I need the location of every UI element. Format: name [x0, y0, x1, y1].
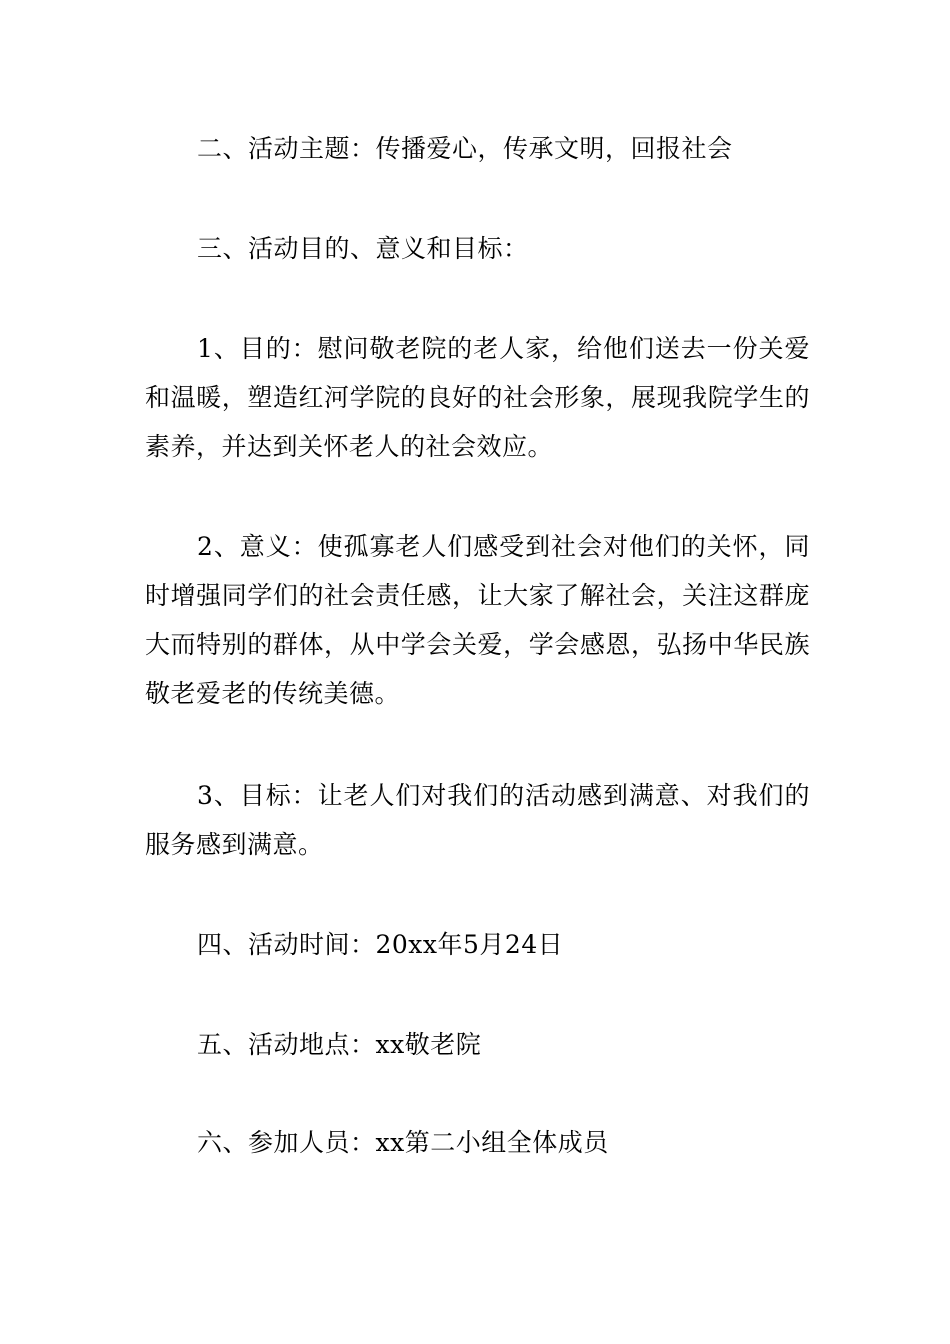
- section-theme: 二、活动主题：传播爱心，传承文明，回报社会: [197, 134, 733, 163]
- paragraph-goal: 3、目标：让老人们对我们的活动感到满意、对我们的服务感到满意。: [145, 781, 810, 859]
- section-participants: 六、参加人员：xx第二小组全体成员: [197, 1128, 609, 1157]
- section-purpose-heading: 三、活动目的、意义和目标：: [197, 234, 529, 263]
- section-location: 五、活动地点：xx敬老院: [197, 1030, 482, 1059]
- paragraph-significance: 2、意义：使孤寡老人们感受到社会对他们的关怀，同时增强同学们的社会责任感，让大家了解社会，关注这群庞大而特别的群体，从中学会关爱，学会感恩，弘扬中华民族敬老爱老的传统美德。: [145, 532, 810, 708]
- paragraph-purpose: 1、目的：慰问敬老院的老人家，给他们送去一份关爱和温暖，塑造红河学院的良好的社会形象，展现我院学生的素养，并达到关怀老人的社会效应。: [145, 334, 810, 461]
- section-time: 四、活动时间：20xx年5月24日: [197, 930, 564, 959]
